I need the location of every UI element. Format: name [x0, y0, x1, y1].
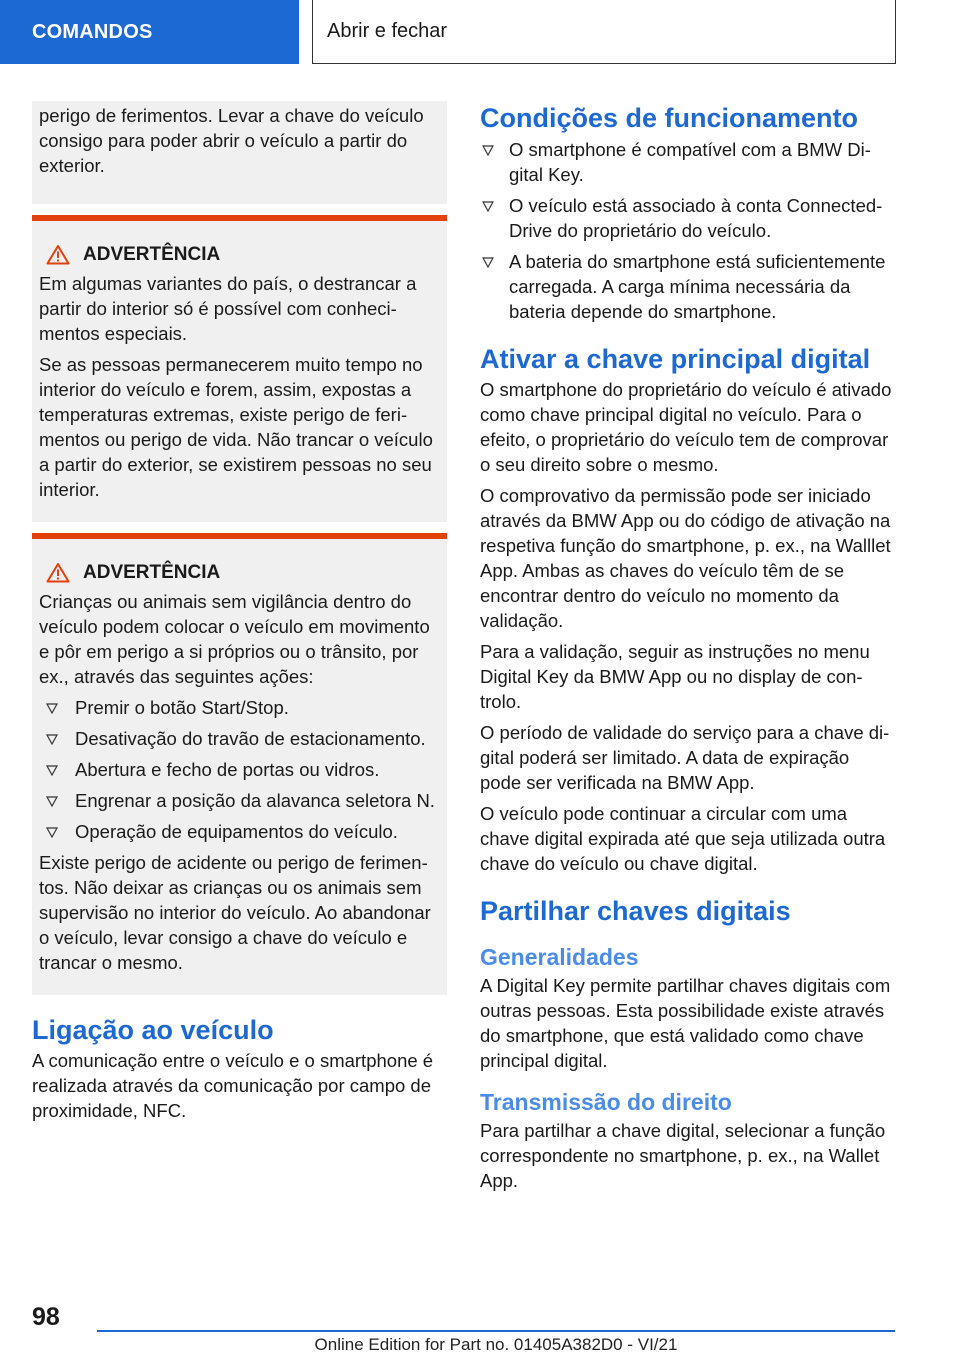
list-item-text: Desativação do travão de estacionamento.	[75, 728, 426, 749]
paragraph: O período de validade do serviço para a chave digital poderá ser limitado. A data de expiração pode ser verificada na BMW App.	[480, 722, 890, 793]
heading-ligacao: Ligação ao veículo	[32, 1015, 274, 1045]
chapter-title: Abrir e fechar	[312, 0, 896, 64]
list-item	[480, 249, 895, 324]
heading-ativar: Ativar a chave principal digital	[480, 344, 871, 374]
list-item	[39, 819, 440, 844]
section-tab: COMANDOS	[0, 0, 299, 64]
list-item	[39, 726, 440, 751]
subheading-generalidades: Generalidades	[480, 944, 639, 970]
warning-title	[39, 560, 440, 585]
warning-triangle-icon	[46, 562, 70, 583]
right-column	[480, 101, 895, 1199]
page-number: 98	[32, 1303, 60, 1331]
footer-divider	[97, 1330, 895, 1332]
list-item-text: Abertura e fecho de portas ou vidros.	[75, 759, 380, 780]
list-item	[39, 695, 440, 720]
warning-action-list	[39, 695, 440, 844]
list-item	[480, 193, 895, 243]
triangle-bullet-icon	[482, 201, 494, 212]
list-item-text: Operação de equipamentos do veículo.	[75, 821, 398, 842]
triangle-bullet-icon	[46, 796, 58, 807]
paragraph: O smartphone do proprietário do veículo é ativado como chave principal digital no veículo. Para o efeito, o proprietário do veículo tem de comprovar o seu direito sobre o mesmo.	[480, 379, 892, 475]
triangle-bullet-icon	[46, 765, 58, 776]
triangle-bullet-icon	[46, 827, 58, 838]
list-item-text: O veículo está associado à conta ConnectedDrive do proprietário do veículo.	[509, 195, 883, 241]
triangle-bullet-icon	[46, 703, 58, 714]
warning-paragraph: Existe perigo de acidente ou perigo de ferimentos. Não deixar as crianças ou os animais sem supervisão no interior do veículo. Ao abandonar o veículo, levar consigo a chave do veículo e trancar o mesmo.	[39, 852, 431, 973]
list-item	[39, 788, 440, 813]
list-item-text: A bateria do smartphone está suficientemente carregada. A carga mínima necessária da bateria depende do smartphone.	[509, 251, 886, 322]
list-item-text: O smartphone é compatível com a BMW Digital Key.	[509, 139, 871, 185]
list-item-text: Engrenar a posição da alavanca seletora N.	[75, 790, 435, 811]
paragraph: O veículo pode continuar a circular com uma chave digital expirada até que seja utilizada outra chave do veículo ou chave digital.	[480, 803, 886, 874]
heading-condicoes: Condições de funcionamento	[480, 103, 859, 133]
warning-box-2	[32, 533, 447, 995]
left-column	[32, 101, 447, 1129]
triangle-bullet-icon	[46, 734, 58, 745]
triangle-bullet-icon	[482, 257, 494, 268]
continued-warning-box	[32, 101, 447, 204]
warning-triangle-icon	[46, 244, 70, 265]
list-item-text: Premir o botão Start/Stop.	[75, 697, 289, 718]
triangle-bullet-icon	[482, 145, 494, 156]
continued-warning-text: perigo de ferimentos. Levar a chave do veículo consigo para poder abrir o veículo a partir do exterior.	[39, 105, 424, 176]
paragraph: Para a validação, seguir as instruções no menu Digital Key da BMW App ou no display de controlo.	[480, 641, 870, 712]
warning-paragraph: Em algumas variantes do país, o destrancar a partir do interior só é possível com conhecimentos especiais.	[39, 273, 417, 344]
list-item	[39, 757, 440, 782]
footer-edition: Online Edition for Part no. 01405A382D0 - VI/21	[314, 1335, 678, 1354]
warning-paragraph: Crianças ou animais sem vigilância dentro do veículo podem colocar o veículo em movimento e pôr em perigo a si próprios ou o trânsito, por ex., através das seguintes ações:	[39, 591, 430, 687]
subheading-transmissao: Transmissão do direito	[480, 1089, 732, 1115]
heading-partilhar: Partilhar chaves digitais	[480, 896, 791, 926]
warning-box-1	[32, 215, 447, 522]
list-item	[480, 137, 895, 187]
warning-paragraph: Se as pessoas permanecerem muito tempo no interior do veículo e forem, assim, expostas a temperaturas extremas, existe perigo de ferimentos ou perigo de vida. Não trancar o veículo a partir do exterior, se existirem pessoas no seu interior.	[39, 354, 433, 500]
conditions-list	[480, 137, 895, 324]
paragraph: A Digital Key permite partilhar chaves digitais com outras pessoas. Esta possibilidade existe através do smartphone, que está validado como chave principal digital.	[480, 975, 891, 1071]
warning-title-text: ADVERTÊNCIA	[83, 243, 221, 265]
paragraph-ligacao: A comunicação entre o veículo e o smartphone é realizada através da comunicação por campo de proximidade, NFC.	[32, 1050, 434, 1121]
paragraph: Para partilhar a chave digital, selecionar a função correspondente no smartphone, p. ex., na Wallet App.	[480, 1120, 886, 1191]
paragraph: O comprovativo da permissão pode ser iniciado através da BMW App ou do código de ativação na respetiva função do smartphone, p. ex., na Walllet App. Ambas as chaves do veículo têm de se encontrar dentro do veículo no momento da validação.	[480, 485, 891, 631]
warning-title	[39, 242, 440, 267]
warning-title-text: ADVERTÊNCIA	[83, 561, 221, 583]
